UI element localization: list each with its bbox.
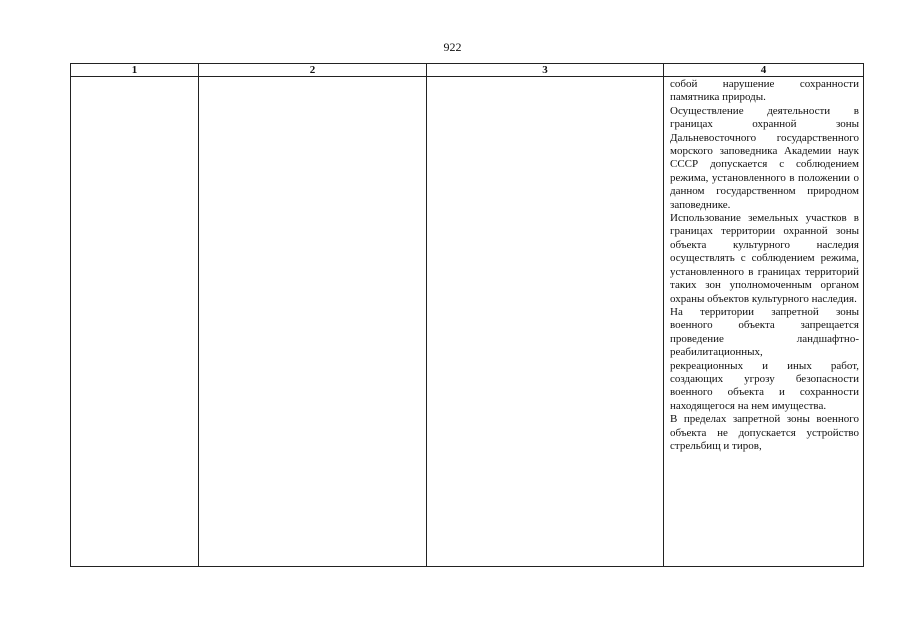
cell-column-4: [664, 77, 864, 567]
column-header-2: 2: [199, 64, 427, 77]
column-header-3: 3: [427, 64, 664, 77]
cell-column-3: [427, 77, 664, 567]
paragraph-cultural-heritage: Использование земельных участков в границах территории охранной зоны объекта культурного наследия осуществлять с соблюдением режима, установленного в границах территорий таких зон уполномоченным органом охраны объектов культурного наследия.: [670, 212, 859, 305]
paragraph-marine-reserve: Осуществление деятельности в границах охранной зоны Дальневосточного государственного морского заповедника Академии наук СССР допускается с соблюдением режима, установленного в положении о данном государственном природном заповеднике.: [670, 104, 859, 211]
cell-column-2: [199, 77, 427, 567]
table-row: [71, 77, 864, 567]
cell-column-1: [71, 77, 199, 567]
document-table: [70, 63, 864, 567]
page-number: 922: [443, 40, 462, 54]
paragraph-military-zone-works: рекреационных и иных работ, создающих угрозу безопасности военного объекта и сохранности находящегося на нем имущества.: [670, 359, 859, 412]
paragraph-military-zone-ranges: В пределах запретной зоны военного объекта не допускается устройство стрельбищ и тиров,: [670, 413, 859, 452]
paragraph-monument-preservation: собой нарушение сохранности памятника природы.: [670, 78, 859, 104]
paragraph-military-zone-intro: На территории запретной зоны военного объекта запрещается проведение ландшафтно-реабилитационных,: [670, 305, 859, 359]
column-header-1: 1: [71, 64, 199, 77]
column-header-4: 4: [664, 64, 864, 77]
table-header-row: [71, 64, 864, 77]
